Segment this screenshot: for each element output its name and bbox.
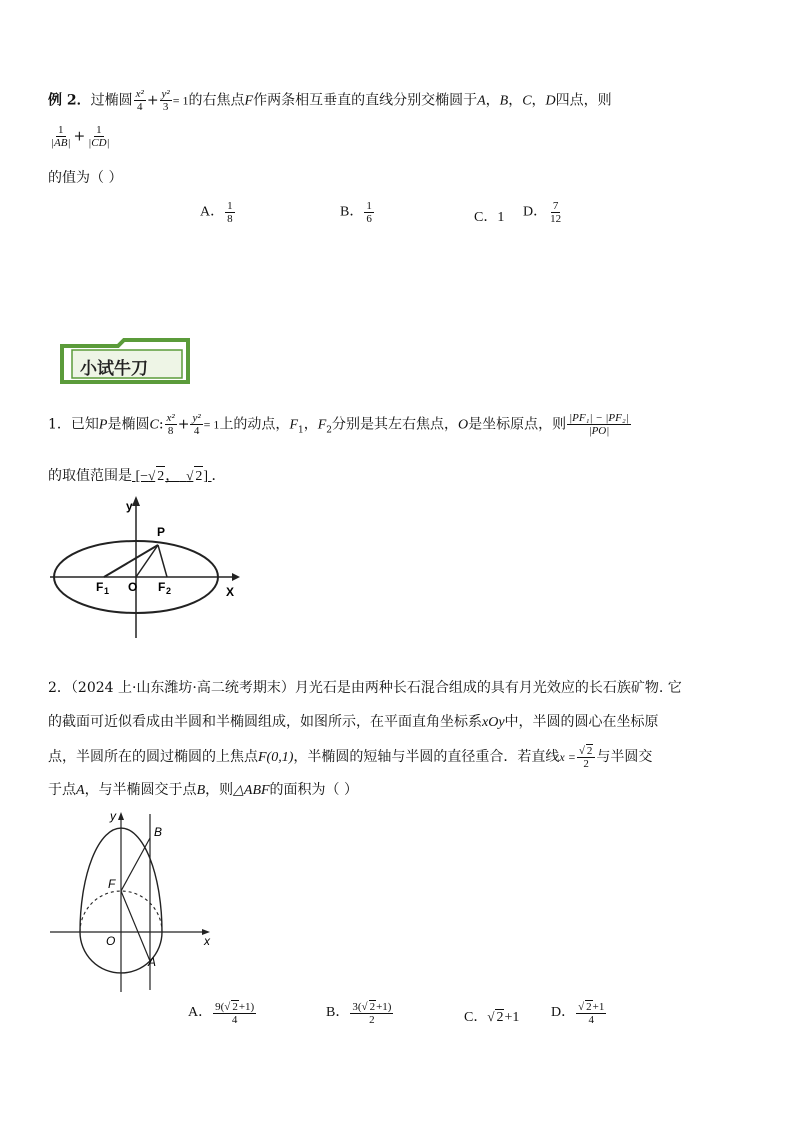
text: 的面积为（ ） bbox=[269, 782, 358, 798]
text: 已知 bbox=[70, 416, 99, 433]
point-B: B bbox=[196, 783, 206, 798]
point-P: P bbox=[98, 417, 108, 433]
y-axis-arrow bbox=[118, 812, 124, 820]
example2-option-d[interactable]: D． $\frac{7}{12}$ bbox=[523, 200, 562, 225]
label-F2: F bbox=[158, 580, 166, 594]
point-B: B bbox=[499, 93, 509, 109]
equals-one: = 1 bbox=[172, 93, 189, 108]
q2-option-a[interactable]: A． $\frac{9(√ 2+1)}{4}$ bbox=[188, 1001, 255, 1026]
text: 过椭圆 bbox=[90, 92, 133, 109]
text: 是椭圆 bbox=[107, 416, 150, 433]
label-y: y bbox=[110, 809, 116, 823]
sqrt2-over-2: $\frac{√ 2}{2}$ bbox=[577, 744, 596, 770]
example2-question-end: 的值为（ ） bbox=[48, 170, 123, 186]
subscript: 1 bbox=[298, 425, 304, 436]
text: 作两条相互垂直的直线分别交椭圆于 bbox=[253, 92, 478, 109]
q1-ellipse-figure bbox=[46, 492, 246, 642]
subscript: 2 bbox=[326, 425, 333, 436]
equals-one: = 1 bbox=[203, 417, 220, 432]
example-label: 例 2． bbox=[48, 92, 91, 109]
label-B: B bbox=[154, 825, 163, 839]
label-x: x bbox=[204, 934, 210, 948]
text: ，与半椭圆交于点 bbox=[84, 782, 197, 798]
q2-line2 bbox=[48, 712, 754, 733]
segment-PO bbox=[136, 545, 158, 577]
q2-line4 bbox=[48, 780, 754, 801]
label-A: A bbox=[148, 955, 157, 969]
text: 的截面可近似看成由半圆和半椭圆组成，如图所示，在平面直角坐标系 bbox=[48, 714, 482, 730]
ratio-expression: $\frac{\text{|PF₁| − |PF₂|}}{|PO|}$ bbox=[569, 412, 629, 437]
point-D: D bbox=[545, 93, 556, 109]
text: 与半圆交 bbox=[596, 749, 653, 765]
label-x: X bbox=[226, 585, 235, 599]
label-O: O bbox=[128, 580, 138, 594]
segment-FB bbox=[121, 838, 150, 891]
q1-line2 bbox=[48, 466, 754, 487]
q2-option-b[interactable]: B． $\frac{3(√ 2+1)}{2}$ bbox=[326, 1001, 392, 1026]
reciprocal-AB: $\frac{1}{|AB|}$ bbox=[51, 124, 71, 149]
label-F1-sub: 1 bbox=[104, 586, 110, 596]
sep: ， bbox=[303, 416, 318, 433]
section-title: 小试牛刀 bbox=[80, 359, 148, 379]
q1-line1 bbox=[48, 412, 754, 440]
plus: + bbox=[177, 416, 190, 433]
coordinate-system: xOy bbox=[482, 715, 505, 730]
example2-option-b[interactable]: B． $\frac{1}{6}$ bbox=[340, 200, 372, 225]
label-P: P bbox=[157, 525, 166, 539]
example2-option-c[interactable]: C．1 bbox=[474, 210, 505, 225]
text: ，则 bbox=[205, 782, 234, 798]
text: 分别是其左右焦点， bbox=[332, 416, 459, 433]
label-O: O bbox=[106, 934, 116, 948]
ellipse-x-term: $\frac{\text{x²}}{4}$ bbox=[135, 88, 144, 113]
text: 四点，则 bbox=[555, 92, 612, 109]
plus: + bbox=[146, 92, 159, 109]
q2-option-d[interactable]: D． $\frac{√ 2+1}{4}$ bbox=[551, 1001, 605, 1026]
segment-PF1 bbox=[104, 545, 158, 577]
origin-O: O bbox=[458, 417, 469, 433]
segment-FA bbox=[121, 891, 150, 961]
x-axis-arrow bbox=[232, 573, 240, 581]
reciprocal-CD: $\frac{1}{|CD|}$ bbox=[88, 124, 110, 149]
sep: ， bbox=[508, 92, 523, 109]
text: 点，半圆所在的圆过椭圆的上焦点 bbox=[48, 749, 258, 765]
point-C: C bbox=[522, 93, 532, 109]
point-A: A bbox=[76, 783, 85, 798]
plus: + bbox=[73, 128, 86, 145]
label-y: y bbox=[126, 499, 133, 513]
point-A: A bbox=[477, 93, 486, 109]
text: 的取值范围是 bbox=[48, 468, 132, 484]
example2-expression bbox=[48, 124, 754, 149]
line-equation: x = bbox=[559, 750, 576, 764]
question-number: 1． bbox=[48, 416, 71, 433]
end: ． bbox=[211, 468, 226, 484]
y-axis-arrow bbox=[132, 496, 140, 506]
answer-blank: [−√ 2， √ 2] bbox=[132, 469, 212, 484]
text: 于点 bbox=[48, 782, 76, 798]
q2-line3 bbox=[48, 744, 754, 770]
text: ，半椭圆的短轴与半圆的直径重合．若直线 bbox=[293, 749, 560, 765]
focus-F1: F bbox=[289, 417, 298, 433]
q2-moonstone-figure bbox=[44, 806, 224, 996]
example2-line1 bbox=[48, 88, 754, 113]
triangle-ABF: △ABF bbox=[233, 783, 270, 798]
colon: : bbox=[158, 416, 164, 433]
ellipse-y-term: $\frac{\text{y²}}{4}$ bbox=[192, 412, 201, 437]
focus-point: F(0,1) bbox=[258, 750, 294, 765]
text: 上的动点， bbox=[219, 416, 290, 433]
text: 中，半圆的圆心在坐标原 bbox=[504, 714, 659, 730]
example2-option-a[interactable]: A． $\frac{1}{8}$ bbox=[200, 200, 233, 225]
ellipse-y-term: $\frac{\text{y²}}{3}$ bbox=[161, 88, 170, 113]
text: 是坐标原点，则 bbox=[468, 416, 567, 433]
focus-F: F bbox=[244, 93, 254, 109]
focus-F2: F bbox=[317, 417, 327, 433]
segment-PF2 bbox=[158, 545, 167, 577]
q2-line1: 2．（2024 上·山东潍坊·高二统考期末）月光石是由两种长石混合组成的具有月光效应的长石族矿物. 它 bbox=[48, 680, 682, 696]
ellipse-x-term: $\frac{\text{x²}}{8}$ bbox=[166, 412, 175, 437]
label-F: F bbox=[108, 877, 116, 891]
sep: ， bbox=[485, 92, 500, 109]
label-F1: F bbox=[96, 580, 104, 594]
text: 的右焦点 bbox=[188, 92, 245, 109]
ellipse-C: C bbox=[149, 417, 159, 433]
sep: ， bbox=[531, 92, 546, 109]
q2-option-c[interactable]: C．√ 2+1 bbox=[464, 1009, 520, 1025]
label-F2-sub: 2 bbox=[166, 586, 172, 596]
